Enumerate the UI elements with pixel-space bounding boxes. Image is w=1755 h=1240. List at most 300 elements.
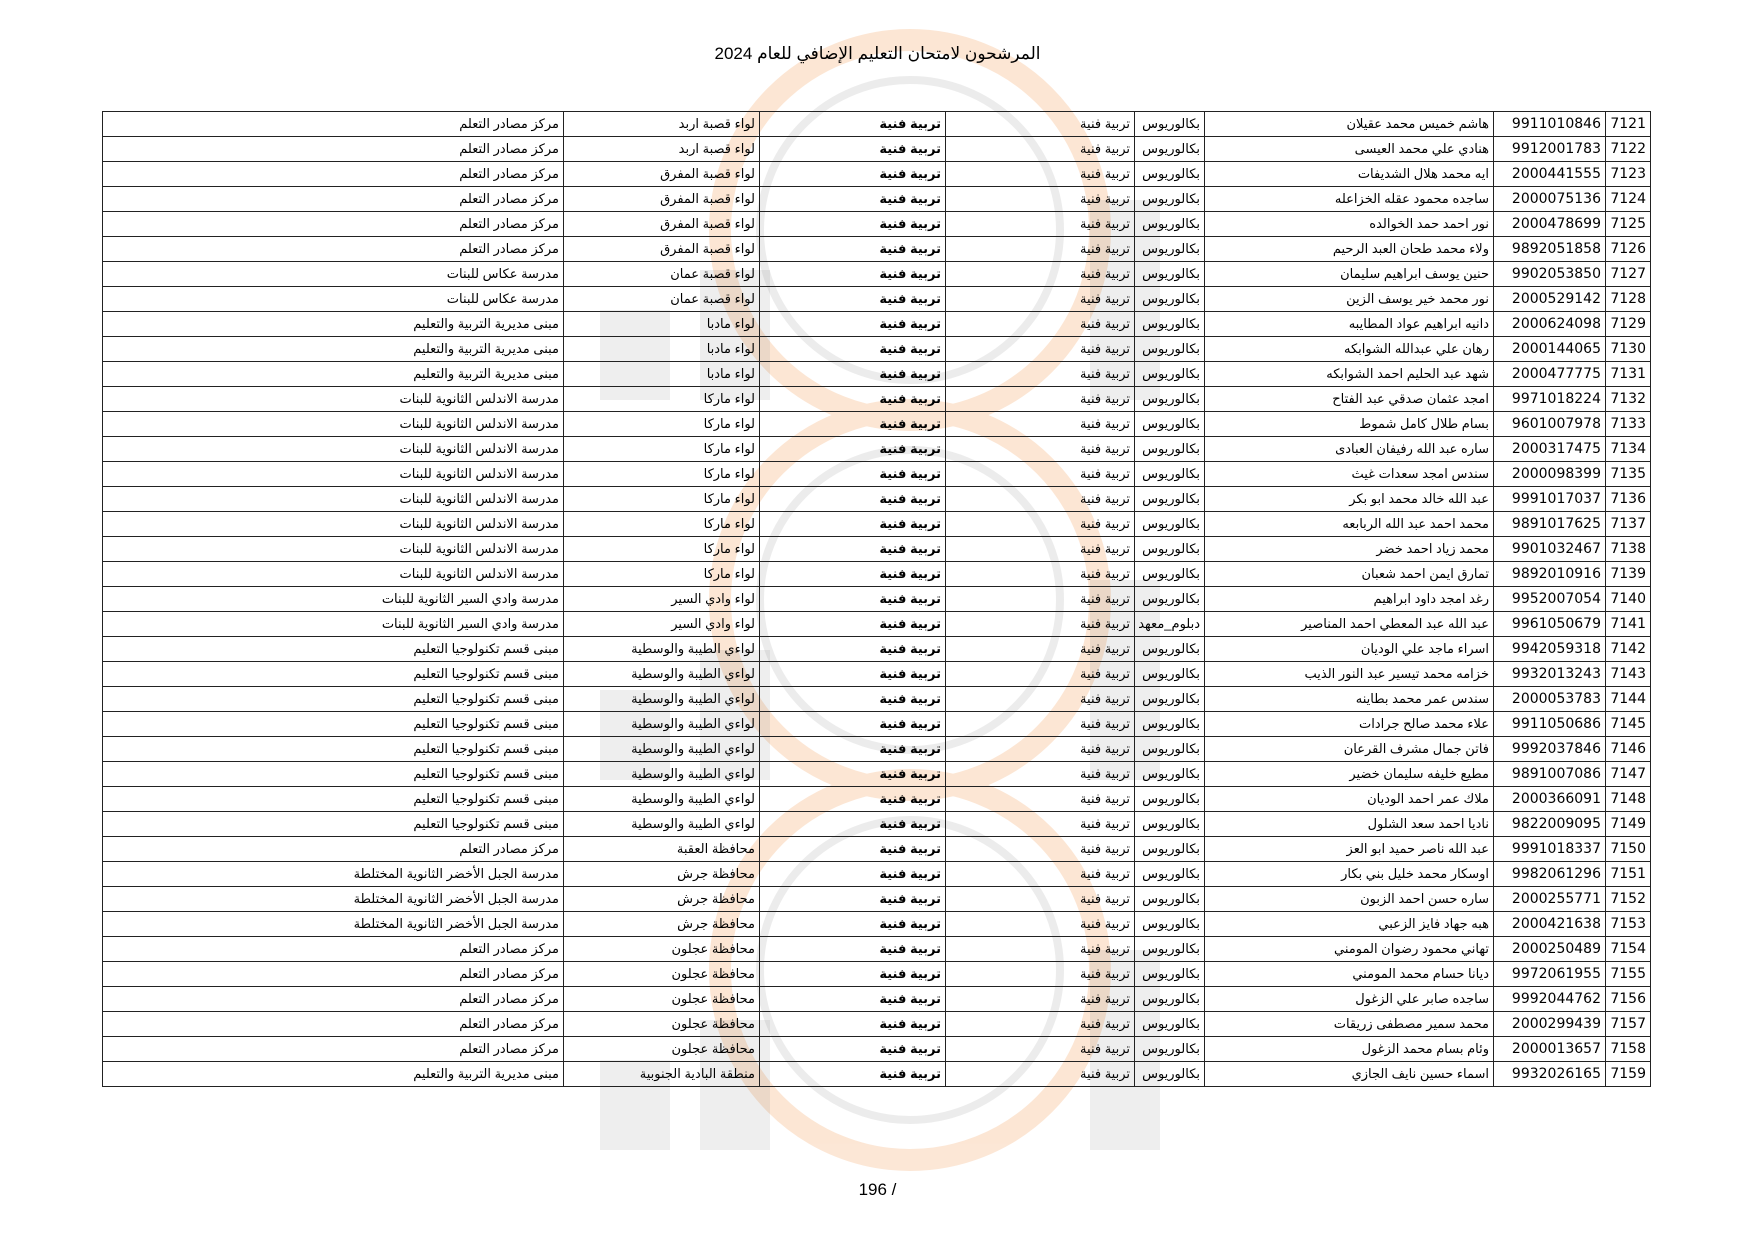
table-row xyxy=(103,662,1651,687)
district-cell: لواء مادبا xyxy=(564,362,760,387)
sequence-number-cell: 7132 xyxy=(1606,387,1651,412)
exam-center-cell: مدرسة الاندلس الثانوية للبنات xyxy=(103,412,564,437)
national-id-cell: 9901032467 xyxy=(1494,537,1606,562)
table-row xyxy=(103,287,1651,312)
exam-center-cell: مدرسة الاندلس الثانوية للبنات xyxy=(103,462,564,487)
exam-center-cell: مدرسة الجبل الأخضر الثانوية المختلطة xyxy=(103,862,564,887)
district-cell: محافظة جرش xyxy=(564,887,760,912)
district-cell: منطقة البادية الجنوبية xyxy=(564,1062,760,1087)
sequence-number-cell: 7131 xyxy=(1606,362,1651,387)
national-id-cell: 9911050686 xyxy=(1494,712,1606,737)
district-cell: محافظة عجلون xyxy=(564,1037,760,1062)
exam-specialization-cell: تربية فنية xyxy=(760,962,946,987)
degree-cell: بكالوريوس xyxy=(1135,912,1205,937)
district-cell: لواء وادي السير xyxy=(564,612,760,637)
national-id-cell: 2000441555 xyxy=(1494,162,1606,187)
exam-specialization-cell: تربية فنية xyxy=(760,262,946,287)
table-row xyxy=(103,887,1651,912)
candidate-name-cell: رهان علي عبدالله الشوابكه xyxy=(1205,337,1494,362)
exam-center-cell: مبنى مديرية التربية والتعليم xyxy=(103,337,564,362)
candidate-name-cell: اسماء حسين نايف الجازي xyxy=(1205,1062,1494,1087)
exam-center-cell: مركز مصادر التعلم xyxy=(103,112,564,137)
specialization-cell: تربية فنية xyxy=(946,912,1135,937)
specialization-cell: تربية فنية xyxy=(946,187,1135,212)
exam-center-cell: مدرسة الاندلس الثانوية للبنات xyxy=(103,487,564,512)
exam-specialization-cell: تربية فنية xyxy=(760,337,946,362)
degree-cell: بكالوريوس xyxy=(1135,112,1205,137)
national-id-cell: 9982061296 xyxy=(1494,862,1606,887)
candidate-name-cell: شهد عبد الحليم احمد الشوابكه xyxy=(1205,362,1494,387)
sequence-number-cell: 7148 xyxy=(1606,787,1651,812)
district-cell: محافظة عجلون xyxy=(564,937,760,962)
candidate-name-cell: علاء محمد صالح جرادات xyxy=(1205,712,1494,737)
table-row xyxy=(103,812,1651,837)
specialization-cell: تربية فنية xyxy=(946,887,1135,912)
exam-specialization-cell: تربية فنية xyxy=(760,162,946,187)
candidate-name-cell: بسام طلال كامل شموط xyxy=(1205,412,1494,437)
exam-specialization-cell: تربية فنية xyxy=(760,237,946,262)
degree-cell: بكالوريوس xyxy=(1135,387,1205,412)
candidate-name-cell: محمد احمد عبد الله الربابعه xyxy=(1205,512,1494,537)
candidate-name-cell: ايه محمد هلال الشديفات xyxy=(1205,162,1494,187)
exam-center-cell: مبنى قسم تكنولوجيا التعليم xyxy=(103,662,564,687)
table-row xyxy=(103,212,1651,237)
district-cell: لواء ماركا xyxy=(564,562,760,587)
exam-specialization-cell: تربية فنية xyxy=(760,687,946,712)
sequence-number-cell: 7140 xyxy=(1606,587,1651,612)
degree-cell: بكالوريوس xyxy=(1135,212,1205,237)
district-cell: لواء وادي السير xyxy=(564,587,760,612)
candidate-name-cell: ساجده محمود عقله الخزاعله xyxy=(1205,187,1494,212)
district-cell: لواءي الطيبة والوسطية xyxy=(564,662,760,687)
district-cell: محافظة عجلون xyxy=(564,962,760,987)
exam-center-cell: مبنى قسم تكنولوجيا التعليم xyxy=(103,737,564,762)
sequence-number-cell: 7124 xyxy=(1606,187,1651,212)
candidate-name-cell: عبد الله ناصر حميد ابو العز xyxy=(1205,837,1494,862)
degree-cell: بكالوريوس xyxy=(1135,462,1205,487)
specialization-cell: تربية فنية xyxy=(946,412,1135,437)
specialization-cell: تربية فنية xyxy=(946,137,1135,162)
exam-center-cell: مبنى مديرية التربية والتعليم xyxy=(103,362,564,387)
specialization-cell: تربية فنية xyxy=(946,462,1135,487)
exam-specialization-cell: تربية فنية xyxy=(760,912,946,937)
exam-center-cell: مدرسة الجبل الأخضر الثانوية المختلطة xyxy=(103,912,564,937)
degree-cell: بكالوريوس xyxy=(1135,437,1205,462)
exam-specialization-cell: تربية فنية xyxy=(760,537,946,562)
table-row xyxy=(103,762,1651,787)
sequence-number-cell: 7134 xyxy=(1606,437,1651,462)
specialization-cell: تربية فنية xyxy=(946,387,1135,412)
exam-center-cell: مدرسة الاندلس الثانوية للبنات xyxy=(103,537,564,562)
exam-specialization-cell: تربية فنية xyxy=(760,712,946,737)
national-id-cell: 9892010916 xyxy=(1494,562,1606,587)
exam-center-cell: مركز مصادر التعلم xyxy=(103,937,564,962)
specialization-cell: تربية فنية xyxy=(946,312,1135,337)
district-cell: لواءي الطيبة والوسطية xyxy=(564,812,760,837)
exam-center-cell: مبنى قسم تكنولوجيا التعليم xyxy=(103,812,564,837)
district-cell: لواء ماركا xyxy=(564,437,760,462)
national-id-cell: 2000421638 xyxy=(1494,912,1606,937)
specialization-cell: تربية فنية xyxy=(946,1012,1135,1037)
table-row xyxy=(103,437,1651,462)
national-id-cell: 9601007978 xyxy=(1494,412,1606,437)
sequence-number-cell: 7133 xyxy=(1606,412,1651,437)
sequence-number-cell: 7123 xyxy=(1606,162,1651,187)
district-cell: لواءي الطيبة والوسطية xyxy=(564,787,760,812)
specialization-cell: تربية فنية xyxy=(946,937,1135,962)
sequence-number-cell: 7156 xyxy=(1606,987,1651,1012)
sequence-number-cell: 7146 xyxy=(1606,737,1651,762)
candidate-name-cell: فاتن جمال مشرف القرعان xyxy=(1205,737,1494,762)
table-row xyxy=(103,612,1651,637)
district-cell: محافظة جرش xyxy=(564,912,760,937)
specialization-cell: تربية فنية xyxy=(946,837,1135,862)
degree-cell: بكالوريوس xyxy=(1135,1037,1205,1062)
specialization-cell: تربية فنية xyxy=(946,437,1135,462)
exam-center-cell: مركز مصادر التعلم xyxy=(103,187,564,212)
national-id-cell: 2000013657 xyxy=(1494,1037,1606,1062)
candidate-name-cell: ساجده صابر علي الزغول xyxy=(1205,987,1494,1012)
specialization-cell: تربية فنية xyxy=(946,987,1135,1012)
exam-center-cell: مركز مصادر التعلم xyxy=(103,837,564,862)
degree-cell: بكالوريوس xyxy=(1135,362,1205,387)
degree-cell: بكالوريوس xyxy=(1135,537,1205,562)
national-id-cell: 2000477775 xyxy=(1494,362,1606,387)
sequence-number-cell: 7158 xyxy=(1606,1037,1651,1062)
national-id-cell: 9891007086 xyxy=(1494,762,1606,787)
exam-specialization-cell: تربية فنية xyxy=(760,862,946,887)
candidate-name-cell: سندس عمر محمد بطاينه xyxy=(1205,687,1494,712)
exam-center-cell: مدرسة الاندلس الثانوية للبنات xyxy=(103,437,564,462)
sequence-number-cell: 7150 xyxy=(1606,837,1651,862)
page-title: المرشحون لامتحان التعليم الإضافي للعام 2024 xyxy=(714,44,1041,63)
district-cell: لواء قصبة المفرق xyxy=(564,162,760,187)
specialization-cell: تربية فنية xyxy=(946,1062,1135,1087)
exam-specialization-cell: تربية فنية xyxy=(760,512,946,537)
national-id-cell: 9952007054 xyxy=(1494,587,1606,612)
sequence-number-cell: 7136 xyxy=(1606,487,1651,512)
candidates-table-container xyxy=(102,111,1650,1087)
exam-specialization-cell: تربية فنية xyxy=(760,187,946,212)
degree-cell: بكالوريوس xyxy=(1135,687,1205,712)
candidate-name-cell: اوسكار محمد خليل بني بكار xyxy=(1205,862,1494,887)
degree-cell: بكالوريوس xyxy=(1135,637,1205,662)
degree-cell: بكالوريوس xyxy=(1135,1012,1205,1037)
degree-cell: بكالوريوس xyxy=(1135,712,1205,737)
sequence-number-cell: 7149 xyxy=(1606,812,1651,837)
exam-specialization-cell: تربية فنية xyxy=(760,837,946,862)
exam-center-cell: مدرسة الاندلس الثانوية للبنات xyxy=(103,387,564,412)
district-cell: محافظة جرش xyxy=(564,862,760,887)
exam-specialization-cell: تربية فنية xyxy=(760,887,946,912)
national-id-cell: 2000250489 xyxy=(1494,937,1606,962)
sequence-number-cell: 7127 xyxy=(1606,262,1651,287)
exam-center-cell: مركز مصادر التعلم xyxy=(103,987,564,1012)
table-row xyxy=(103,562,1651,587)
national-id-cell: 9911010846 xyxy=(1494,112,1606,137)
national-id-cell: 2000624098 xyxy=(1494,312,1606,337)
table-row xyxy=(103,237,1651,262)
national-id-cell: 9932013243 xyxy=(1494,662,1606,687)
exam-center-cell: مدرسة عكاس للبنات xyxy=(103,287,564,312)
degree-cell: بكالوريوس xyxy=(1135,987,1205,1012)
table-row xyxy=(103,387,1651,412)
specialization-cell: تربية فنية xyxy=(946,712,1135,737)
sequence-number-cell: 7128 xyxy=(1606,287,1651,312)
degree-cell: بكالوريوس xyxy=(1135,587,1205,612)
candidate-name-cell: ديانا حسام محمد المومني xyxy=(1205,962,1494,987)
specialization-cell: تربية فنية xyxy=(946,762,1135,787)
exam-center-cell: مركز مصادر التعلم xyxy=(103,962,564,987)
table-row xyxy=(103,1012,1651,1037)
national-id-cell: 2000478699 xyxy=(1494,212,1606,237)
table-row xyxy=(103,537,1651,562)
exam-center-cell: مبنى قسم تكنولوجيا التعليم xyxy=(103,637,564,662)
national-id-cell: 2000317475 xyxy=(1494,437,1606,462)
national-id-cell: 2000255771 xyxy=(1494,887,1606,912)
exam-specialization-cell: تربية فنية xyxy=(760,1037,946,1062)
candidate-name-cell: عبد الله خالد محمد ابو بكر xyxy=(1205,487,1494,512)
table-row xyxy=(103,187,1651,212)
exam-specialization-cell: تربية فنية xyxy=(760,987,946,1012)
candidate-name-cell: هبه جهاد فايز الزعبي xyxy=(1205,912,1494,937)
table-row xyxy=(103,787,1651,812)
national-id-cell: 9961050679 xyxy=(1494,612,1606,637)
specialization-cell: تربية فنية xyxy=(946,687,1135,712)
sequence-number-cell: 7135 xyxy=(1606,462,1651,487)
table-row xyxy=(103,487,1651,512)
degree-cell: بكالوريوس xyxy=(1135,287,1205,312)
exam-specialization-cell: تربية فنية xyxy=(760,137,946,162)
sequence-number-cell: 7154 xyxy=(1606,937,1651,962)
specialization-cell: تربية فنية xyxy=(946,337,1135,362)
national-id-cell: 9912001783 xyxy=(1494,137,1606,162)
district-cell: لواء ماركا xyxy=(564,412,760,437)
national-id-cell: 2000098399 xyxy=(1494,462,1606,487)
exam-specialization-cell: تربية فنية xyxy=(760,1062,946,1087)
sequence-number-cell: 7122 xyxy=(1606,137,1651,162)
exam-specialization-cell: تربية فنية xyxy=(760,637,946,662)
exam-specialization-cell: تربية فنية xyxy=(760,612,946,637)
exam-specialization-cell: تربية فنية xyxy=(760,287,946,312)
sequence-number-cell: 7147 xyxy=(1606,762,1651,787)
candidate-name-cell: عبد الله عبد المعطي احمد المناصير xyxy=(1205,612,1494,637)
degree-cell: بكالوريوس xyxy=(1135,512,1205,537)
district-cell: لواء قصبة المفرق xyxy=(564,237,760,262)
candidate-name-cell: رغد امجد داود ابراهيم xyxy=(1205,587,1494,612)
degree-cell: بكالوريوس xyxy=(1135,787,1205,812)
national-id-cell: 9822009095 xyxy=(1494,812,1606,837)
table-row xyxy=(103,637,1651,662)
exam-center-cell: مدرسة عكاس للبنات xyxy=(103,262,564,287)
specialization-cell: تربية فنية xyxy=(946,637,1135,662)
exam-center-cell: مركز مصادر التعلم xyxy=(103,1012,564,1037)
sequence-number-cell: 7129 xyxy=(1606,312,1651,337)
district-cell: لواء ماركا xyxy=(564,462,760,487)
candidate-name-cell: ملاك عمر احمد الوديان xyxy=(1205,787,1494,812)
district-cell: لواء قصبة عمان xyxy=(564,262,760,287)
specialization-cell: تربية فنية xyxy=(946,512,1135,537)
exam-specialization-cell: تربية فنية xyxy=(760,387,946,412)
exam-specialization-cell: تربية فنية xyxy=(760,562,946,587)
sequence-number-cell: 7139 xyxy=(1606,562,1651,587)
table-body xyxy=(103,112,1651,1087)
candidate-name-cell: دانيه ابراهيم عواد المطايبه xyxy=(1205,312,1494,337)
degree-cell: بكالوريوس xyxy=(1135,162,1205,187)
national-id-cell: 9891017625 xyxy=(1494,512,1606,537)
candidate-name-cell: هنادي علي محمد العيسى xyxy=(1205,137,1494,162)
exam-center-cell: مبنى قسم تكنولوجيا التعليم xyxy=(103,712,564,737)
exam-center-cell: مركز مصادر التعلم xyxy=(103,212,564,237)
sequence-number-cell: 7141 xyxy=(1606,612,1651,637)
table-row xyxy=(103,912,1651,937)
district-cell: محافظة عجلون xyxy=(564,987,760,1012)
exam-specialization-cell: تربية فنية xyxy=(760,362,946,387)
table-row xyxy=(103,137,1651,162)
candidate-name-cell: ناديا احمد سعد الشلول xyxy=(1205,812,1494,837)
district-cell: لواء قصبة المفرق xyxy=(564,212,760,237)
exam-center-cell: مركز مصادر التعلم xyxy=(103,1037,564,1062)
sequence-number-cell: 7159 xyxy=(1606,1062,1651,1087)
degree-cell: بكالوريوس xyxy=(1135,262,1205,287)
table-row xyxy=(103,462,1651,487)
national-id-cell: 9971018224 xyxy=(1494,387,1606,412)
national-id-cell: 9942059318 xyxy=(1494,637,1606,662)
candidate-name-cell: اسراء ماجد علي الوديان xyxy=(1205,637,1494,662)
national-id-cell: 9932026165 xyxy=(1494,1062,1606,1087)
table-row xyxy=(103,162,1651,187)
table-row xyxy=(103,1062,1651,1087)
exam-center-cell: مبنى قسم تكنولوجيا التعليم xyxy=(103,762,564,787)
district-cell: لواء قصبة عمان xyxy=(564,287,760,312)
table-row xyxy=(103,962,1651,987)
specialization-cell: تربية فنية xyxy=(946,587,1135,612)
district-cell: لواء مادبا xyxy=(564,312,760,337)
candidate-name-cell: سندس امجد سعدات غيث xyxy=(1205,462,1494,487)
candidate-name-cell: خزامه محمد تيسير عبد النور الذيب xyxy=(1205,662,1494,687)
candidate-name-cell: محمد زياد احمد خضر xyxy=(1205,537,1494,562)
specialization-cell: تربية فنية xyxy=(946,162,1135,187)
district-cell: لواء ماركا xyxy=(564,387,760,412)
specialization-cell: تربية فنية xyxy=(946,362,1135,387)
table-row xyxy=(103,112,1651,137)
exam-specialization-cell: تربية فنية xyxy=(760,662,946,687)
table-row xyxy=(103,712,1651,737)
exam-specialization-cell: تربية فنية xyxy=(760,737,946,762)
sequence-number-cell: 7143 xyxy=(1606,662,1651,687)
table-row xyxy=(103,587,1651,612)
national-id-cell: 9892051858 xyxy=(1494,237,1606,262)
degree-cell: بكالوريوس xyxy=(1135,337,1205,362)
candidates-table xyxy=(102,111,1651,1087)
candidate-name-cell: ساره عبد الله رفيفان العبادى xyxy=(1205,437,1494,462)
sequence-number-cell: 7138 xyxy=(1606,537,1651,562)
national-id-cell: 2000529142 xyxy=(1494,287,1606,312)
candidate-name-cell: امجد عثمان صدقي عبد الفتاح xyxy=(1205,387,1494,412)
exam-specialization-cell: تربية فنية xyxy=(760,312,946,337)
table-row xyxy=(103,862,1651,887)
candidate-name-cell: نور محمد خير يوسف الزين xyxy=(1205,287,1494,312)
national-id-cell: 9992037846 xyxy=(1494,737,1606,762)
sequence-number-cell: 7137 xyxy=(1606,512,1651,537)
specialization-cell: تربية فنية xyxy=(946,1037,1135,1062)
national-id-cell: 9902053850 xyxy=(1494,262,1606,287)
specialization-cell: تربية فنية xyxy=(946,737,1135,762)
candidate-name-cell: حنين يوسف ابراهيم سليمان xyxy=(1205,262,1494,287)
degree-cell: بكالوريوس xyxy=(1135,887,1205,912)
specialization-cell: تربية فنية xyxy=(946,562,1135,587)
specialization-cell: تربية فنية xyxy=(946,112,1135,137)
specialization-cell: تربية فنية xyxy=(946,487,1135,512)
district-cell: لواء قصبة المفرق xyxy=(564,187,760,212)
district-cell: لواء ماركا xyxy=(564,487,760,512)
degree-cell: بكالوريوس xyxy=(1135,937,1205,962)
exam-center-cell: مبنى مديرية التربية والتعليم xyxy=(103,1062,564,1087)
degree-cell: بكالوريوس xyxy=(1135,662,1205,687)
district-cell: لواءي الطيبة والوسطية xyxy=(564,712,760,737)
degree-cell: بكالوريوس xyxy=(1135,312,1205,337)
table-row xyxy=(103,362,1651,387)
district-cell: لواءي الطيبة والوسطية xyxy=(564,687,760,712)
specialization-cell: تربية فنية xyxy=(946,787,1135,812)
exam-specialization-cell: تربية فنية xyxy=(760,212,946,237)
table-row xyxy=(103,312,1651,337)
exam-center-cell: مبنى قسم تكنولوجيا التعليم xyxy=(103,787,564,812)
degree-cell: بكالوريوس xyxy=(1135,487,1205,512)
national-id-cell: 9972061955 xyxy=(1494,962,1606,987)
candidate-name-cell: هاشم خميس محمد عقيلان xyxy=(1205,112,1494,137)
district-cell: لواءي الطيبة والوسطية xyxy=(564,637,760,662)
exam-specialization-cell: تربية فنية xyxy=(760,412,946,437)
table-row xyxy=(103,512,1651,537)
degree-cell: بكالوريوس xyxy=(1135,1062,1205,1087)
sequence-number-cell: 7155 xyxy=(1606,962,1651,987)
district-cell: لواء ماركا xyxy=(564,537,760,562)
national-id-cell: 2000299439 xyxy=(1494,1012,1606,1037)
table-row xyxy=(103,412,1651,437)
candidate-name-cell: نور احمد حمد الخوالده xyxy=(1205,212,1494,237)
exam-center-cell: مبنى مديرية التربية والتعليم xyxy=(103,312,564,337)
sequence-number-cell: 7151 xyxy=(1606,862,1651,887)
exam-center-cell: مدرسة وادي السير الثانوية للبنات xyxy=(103,587,564,612)
candidate-name-cell: ساره حسن احمد الزبون xyxy=(1205,887,1494,912)
sequence-number-cell: 7157 xyxy=(1606,1012,1651,1037)
specialization-cell: تربية فنية xyxy=(946,962,1135,987)
sequence-number-cell: 7144 xyxy=(1606,687,1651,712)
sequence-number-cell: 7142 xyxy=(1606,637,1651,662)
sequence-number-cell: 7153 xyxy=(1606,912,1651,937)
national-id-cell: 2000144065 xyxy=(1494,337,1606,362)
exam-specialization-cell: تربية فنية xyxy=(760,112,946,137)
table-row xyxy=(103,837,1651,862)
degree-cell: بكالوريوس xyxy=(1135,862,1205,887)
specialization-cell: تربية فنية xyxy=(946,287,1135,312)
district-cell: لواء مادبا xyxy=(564,337,760,362)
degree-cell: بكالوريوس xyxy=(1135,237,1205,262)
sequence-number-cell: 7121 xyxy=(1606,112,1651,137)
degree-cell: بكالوريوس xyxy=(1135,762,1205,787)
exam-specialization-cell: تربية فنية xyxy=(760,762,946,787)
exam-specialization-cell: تربية فنية xyxy=(760,587,946,612)
table-row xyxy=(103,987,1651,1012)
specialization-cell: تربية فنية xyxy=(946,212,1135,237)
degree-cell: دبلوم_معهد xyxy=(1135,612,1205,637)
sequence-number-cell: 7152 xyxy=(1606,887,1651,912)
district-cell: لواءي الطيبة والوسطية xyxy=(564,762,760,787)
table-row xyxy=(103,337,1651,362)
exam-center-cell: مبنى قسم تكنولوجيا التعليم xyxy=(103,687,564,712)
exam-center-cell: مركز مصادر التعلم xyxy=(103,162,564,187)
